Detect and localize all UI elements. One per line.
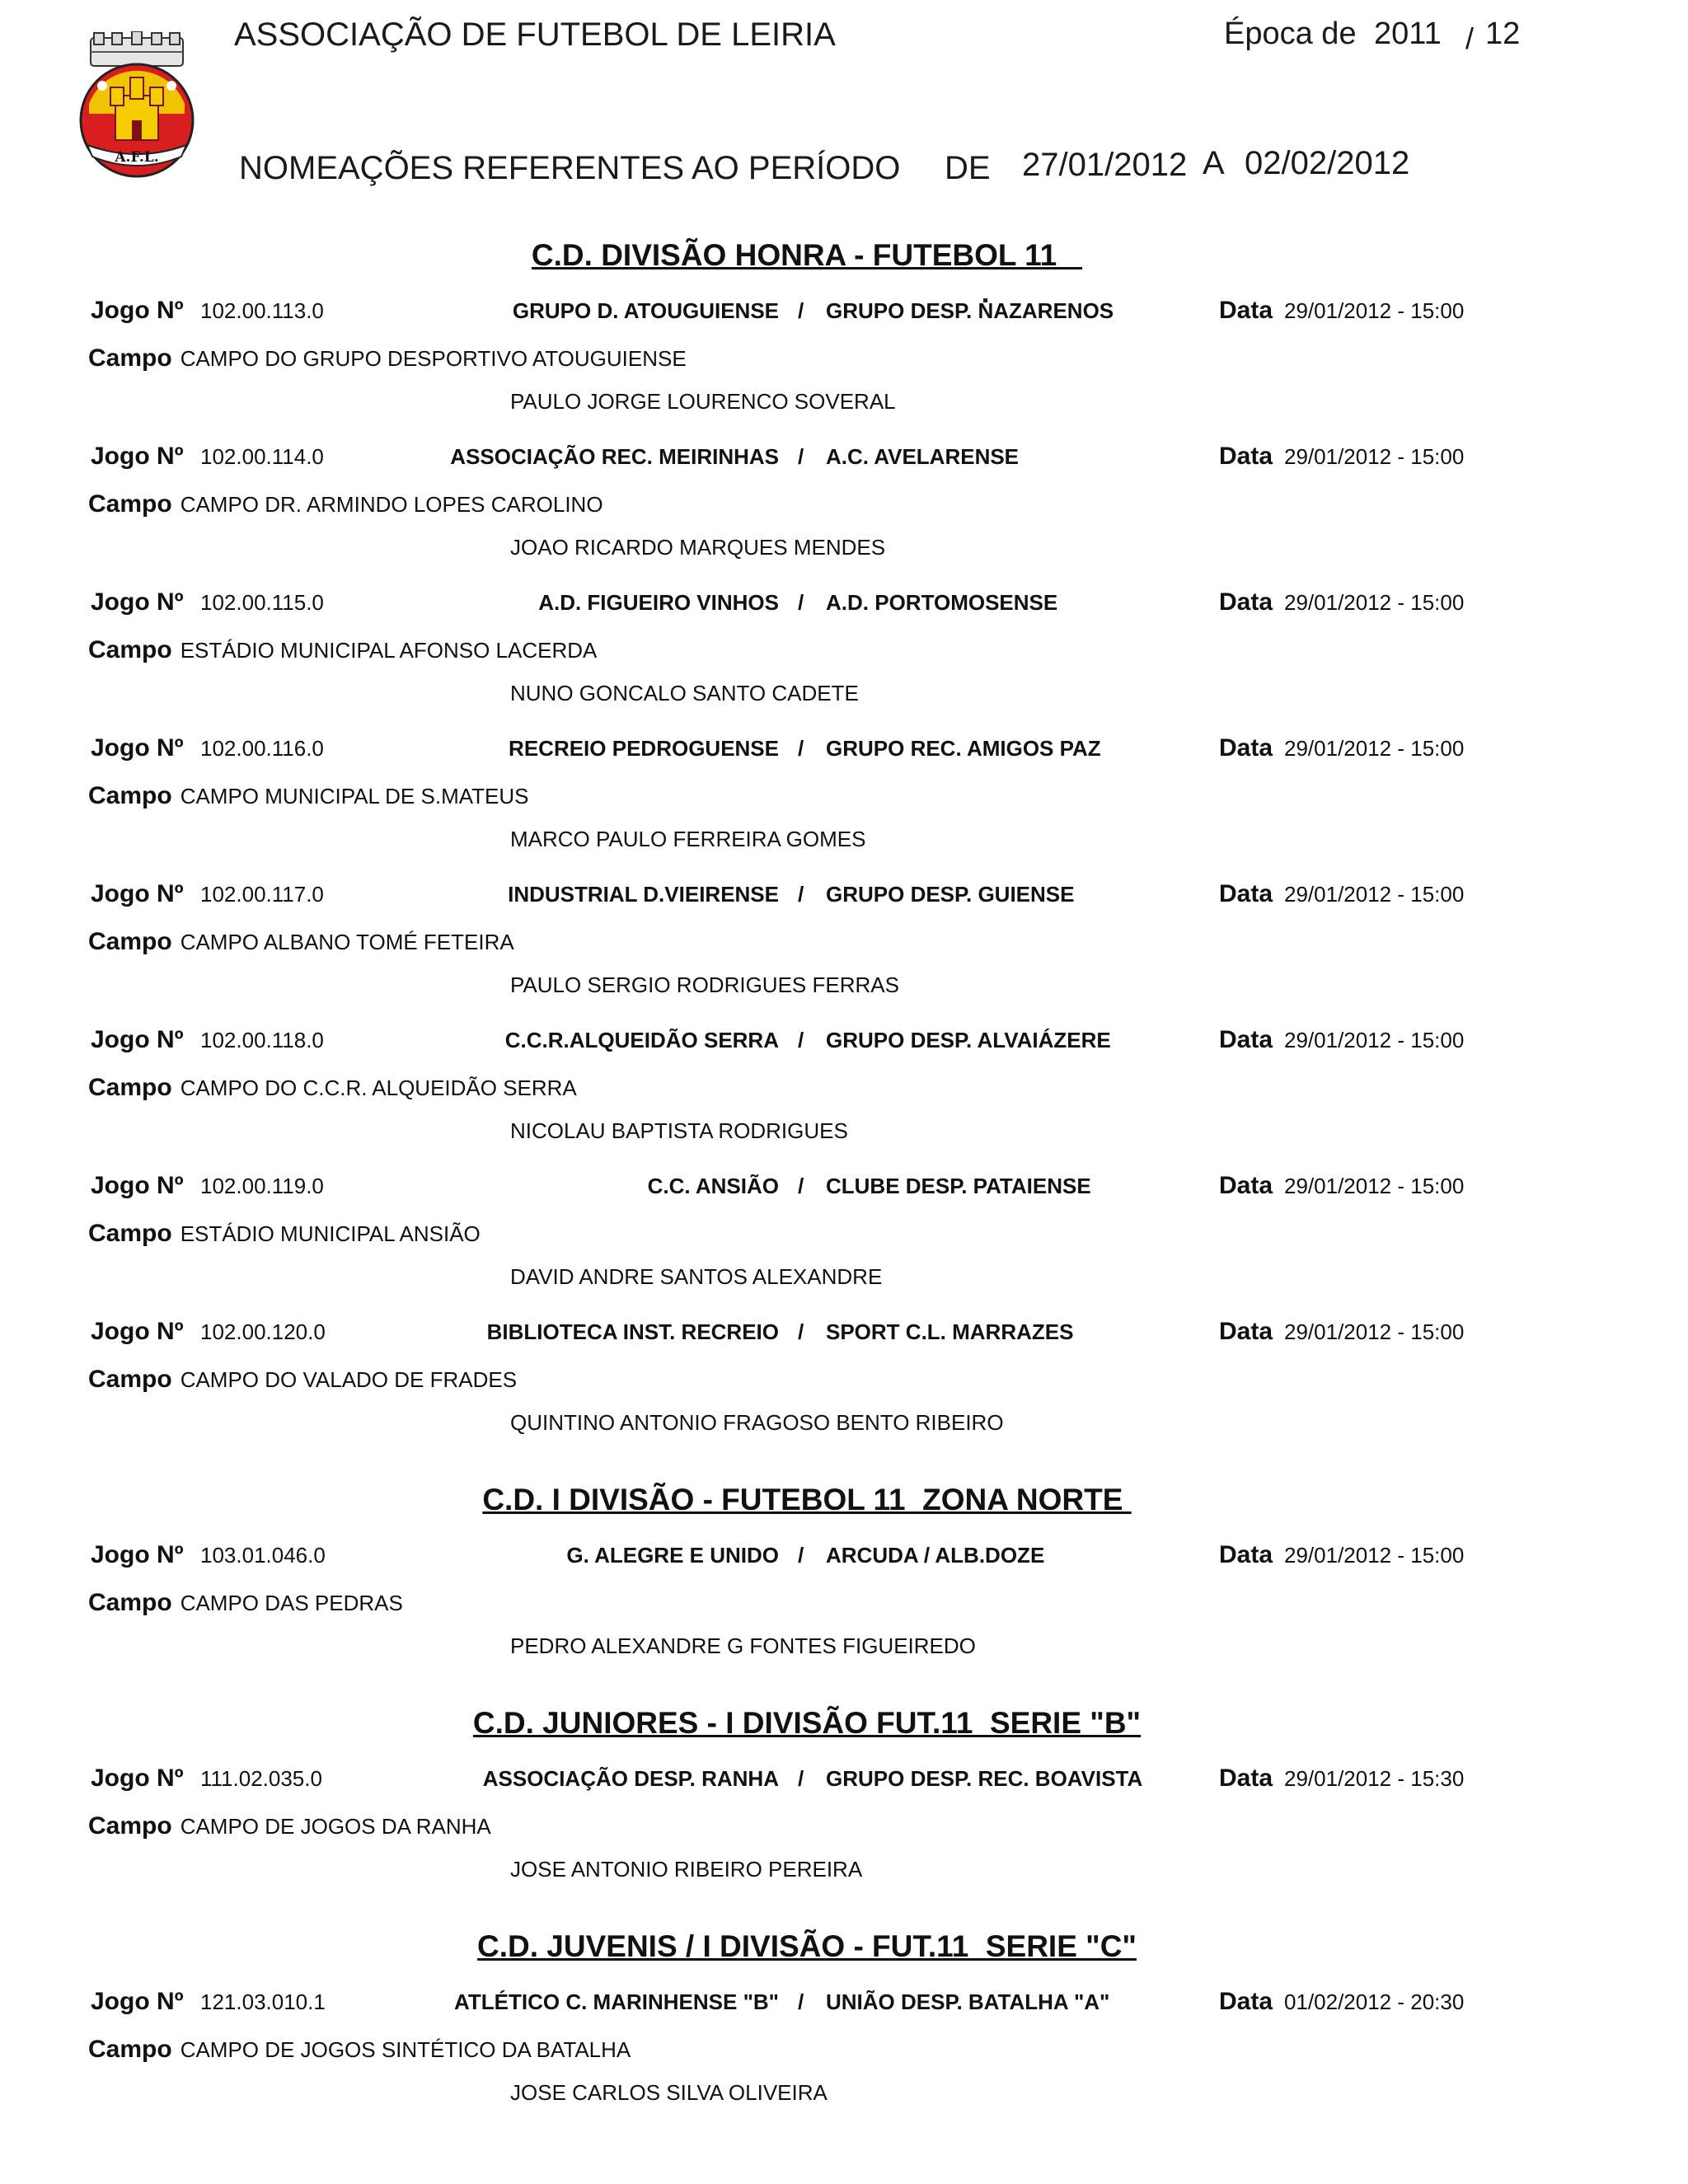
campo-name: CAMPO ALBANO TOMÉ FETEIRA xyxy=(180,930,514,954)
a-label: A xyxy=(1203,145,1225,181)
game-entry xyxy=(0,718,1688,864)
game-date: 29/01/2012 - 15:00 xyxy=(1284,1174,1465,1198)
game-entry xyxy=(0,1748,1688,1894)
campo-name: CAMPO DO C.C.R. ALQUEIDÃO SERRA xyxy=(180,1076,577,1100)
game-header-row xyxy=(0,734,1688,767)
home-team: ASSOCIAÇÃO DESP. RANHA xyxy=(482,1766,779,1791)
away-team: GRUPO REC. AMIGOS PAZ xyxy=(826,736,1101,761)
game-date: 29/01/2012 - 15:30 xyxy=(1284,1766,1465,1791)
epoca-year: 2011 xyxy=(1374,16,1442,51)
jogo-label: Jogo Nº xyxy=(91,734,184,762)
data-label: Data xyxy=(1219,443,1273,470)
referee-name: PAULO SERGIO RODRIGUES FERRAS xyxy=(510,972,899,997)
teams-separator: / xyxy=(798,1543,804,1568)
jogo-label: Jogo Nº xyxy=(91,1318,184,1345)
campo-row xyxy=(88,1074,577,1102)
org-title: ASSOCIAÇÃO DE FUTEBOL DE LEIRIA xyxy=(234,16,836,53)
campo-row xyxy=(88,1366,517,1394)
home-team: G. ALEGRE E UNIDO xyxy=(566,1543,779,1568)
game-number: 102.00.115.0 xyxy=(200,590,324,615)
teams-separator: / xyxy=(798,1174,804,1198)
game-number: 102.00.116.0 xyxy=(200,736,324,761)
campo-row xyxy=(88,490,603,518)
jogo-label: Jogo Nº xyxy=(91,1541,184,1568)
game-date: 29/01/2012 - 15:00 xyxy=(1284,1543,1465,1568)
game-date: 29/01/2012 - 15:00 xyxy=(1284,1319,1465,1344)
campo-label: Campo xyxy=(88,1812,172,1840)
game-header-row xyxy=(0,297,1688,330)
away-team: ARCUDA / ALB.DOZE xyxy=(826,1543,1045,1568)
section-gap xyxy=(0,1671,1688,1699)
campo-label: Campo xyxy=(88,344,172,372)
teams-separator: / xyxy=(798,882,804,907)
referee-name: NICOLAU BAPTISTA RODRIGUES xyxy=(510,1118,848,1143)
campo-name: CAMPO DO GRUPO DESPORTIVO ATOUGUIENSE xyxy=(180,346,687,371)
teams-separator: / xyxy=(798,444,804,469)
afl-crest-logo xyxy=(73,31,201,178)
referee-name: JOSE ANTONIO RIBEIRO PEREIRA xyxy=(510,1857,863,1882)
jogo-label: Jogo Nº xyxy=(91,880,184,907)
game-entry xyxy=(0,1971,1688,2117)
campo-name: CAMPO DE JOGOS DA RANHA xyxy=(180,1814,491,1839)
data-label: Data xyxy=(1219,1318,1273,1345)
campo-row xyxy=(88,1812,491,1840)
home-team: RECREIO PEDROGUENSE xyxy=(509,736,779,761)
home-team: ASSOCIAÇÃO REC. MEIRINHAS xyxy=(450,444,779,469)
castle-icon xyxy=(110,77,163,140)
jogo-label: Jogo Nº xyxy=(91,1988,184,2015)
game-header-row xyxy=(0,1172,1688,1205)
start-date: 27/01/2012 xyxy=(1022,147,1188,183)
teams-separator: / xyxy=(798,590,804,615)
game-entry xyxy=(0,1301,1688,1447)
teams-separator: / xyxy=(798,1028,804,1052)
game-number: 102.00.118.0 xyxy=(200,1028,324,1052)
campo-name: CAMPO DAS PEDRAS xyxy=(180,1591,403,1615)
teams-separator: / xyxy=(798,1319,804,1344)
away-team: GRUPO DESP. REC. BOAVISTA xyxy=(826,1766,1143,1791)
campo-label: Campo xyxy=(88,928,172,955)
jogo-label: Jogo Nº xyxy=(91,1765,184,1792)
epoca-label: Época de xyxy=(1224,16,1357,51)
referee-name: JOAO RICARDO MARQUES MENDES xyxy=(510,535,886,560)
campo-label: Campo xyxy=(88,2036,172,2063)
campo-row xyxy=(88,2036,631,2064)
data-label: Data xyxy=(1219,1026,1273,1053)
teams-separator: / xyxy=(798,1990,804,2014)
away-team: CLUBE DESP. PATAIENSE xyxy=(826,1174,1091,1198)
campo-label: Campo xyxy=(88,1366,172,1393)
section-title: C.D. I DIVISÃO - FUTEBOL 11 ZONA NORTE xyxy=(482,1483,1132,1516)
game-number: 102.00.117.0 xyxy=(200,882,324,907)
jogo-label: Jogo Nº xyxy=(91,1172,184,1199)
referee-name: MARCO PAULO FERREIRA GOMES xyxy=(510,827,866,851)
campo-row xyxy=(88,1589,403,1617)
campo-row xyxy=(88,344,687,373)
data-label: Data xyxy=(1219,880,1273,907)
game-header-row xyxy=(0,1988,1688,2021)
campo-row xyxy=(88,1220,481,1248)
game-number: 103.01.046.0 xyxy=(200,1543,326,1568)
home-team: A.D. FIGUEIRO VINHOS xyxy=(538,590,779,615)
away-team: GRUPO DESP. GUIENSE xyxy=(826,882,1075,907)
away-team: SPORT C.L. MARRAZES xyxy=(826,1319,1074,1344)
game-entry xyxy=(0,864,1688,1010)
game-header-row xyxy=(0,1541,1688,1574)
home-team: BIBLIOTECA INST. RECREIO xyxy=(486,1319,779,1344)
game-number: 111.02.035.0 xyxy=(200,1766,322,1791)
game-entry xyxy=(0,572,1688,718)
campo-label: Campo xyxy=(88,1589,172,1616)
game-date: 29/01/2012 - 15:00 xyxy=(1284,444,1465,469)
period-label: NOMEAÇÕES REFERENTES AO PERÍODO xyxy=(239,150,901,186)
game-entry xyxy=(0,1525,1688,1671)
teams-separator: / xyxy=(798,298,804,323)
away-team: A.C. AVELARENSE xyxy=(826,444,1020,469)
section-title: C.D. DIVISÃO HONRA - FUTEBOL 11 xyxy=(531,238,1083,272)
campo-label: Campo xyxy=(88,1220,172,1247)
away-team: GRUPO DESP. ALVAIÁZERE xyxy=(826,1028,1111,1052)
game-date: 01/02/2012 - 20:30 xyxy=(1284,1990,1465,2014)
jogo-label: Jogo Nº xyxy=(91,1026,184,1053)
section-gap xyxy=(0,1447,1688,1475)
end-date: 02/02/2012 xyxy=(1245,145,1410,181)
campo-name: CAMPO DR. ARMINDO LOPES CAROLINO xyxy=(180,492,603,517)
game-header-row xyxy=(0,1318,1688,1351)
home-team: ATLÉTICO C. MARINHENSE "B" xyxy=(454,1990,779,2014)
game-date: 29/01/2012 - 15:00 xyxy=(1284,736,1465,761)
campo-name: ESTÁDIO MUNICIPAL ANSIÃO xyxy=(180,1221,481,1246)
data-label: Data xyxy=(1219,588,1273,616)
campo-row xyxy=(88,782,528,810)
home-team: INDUSTRIAL D.VIEIRENSE xyxy=(508,882,779,907)
data-label: Data xyxy=(1219,734,1273,762)
data-label: Data xyxy=(1219,1988,1273,2015)
game-date: 29/01/2012 - 15:00 xyxy=(1284,590,1465,615)
teams-separator: / xyxy=(798,1766,804,1791)
campo-label: Campo xyxy=(88,1074,172,1101)
campo-label: Campo xyxy=(88,490,172,518)
jogo-label: Jogo Nº xyxy=(91,443,184,470)
game-header-row xyxy=(0,880,1688,913)
referee-name: QUINTINO ANTONIO FRAGOSO BENTO RIBEIRO xyxy=(510,1410,1004,1435)
campo-name: ESTÁDIO MUNICIPAL AFONSO LACERDA xyxy=(180,638,598,663)
game-header-row xyxy=(0,588,1688,621)
game-number: 121.03.010.1 xyxy=(200,1990,326,2014)
game-number: 102.00.119.0 xyxy=(200,1174,324,1198)
section-title: C.D. JUVENIS / I DIVISÃO - FUT.11 SERIE "C" xyxy=(477,1929,1137,1963)
campo-label: Campo xyxy=(88,636,172,663)
referee-name: JOSE CARLOS SILVA OLIVEIRA xyxy=(510,2080,828,2105)
away-team: GRUPO DESP. NAZARENOS xyxy=(826,298,1114,323)
jogo-label: Jogo Nº xyxy=(91,297,184,324)
campo-row xyxy=(88,928,514,956)
referee-name: DAVID ANDRE SANTOS ALEXANDRE xyxy=(510,1264,883,1289)
epoca-end: 12 xyxy=(1485,16,1521,51)
game-header-row xyxy=(0,1765,1688,1797)
campo-name: CAMPO DO VALADO DE FRADES xyxy=(180,1367,518,1392)
game-entry xyxy=(0,1010,1688,1155)
referee-name: PEDRO ALEXANDRE G FONTES FIGUEIREDO xyxy=(510,1633,976,1658)
epoca-separator: / xyxy=(1465,21,1475,55)
game-entry xyxy=(0,426,1688,572)
game-date: 29/01/2012 - 15:00 xyxy=(1284,298,1465,323)
home-team: GRUPO D. ATOUGUIENSE xyxy=(512,298,779,323)
game-header-row xyxy=(0,1026,1688,1059)
game-number: 102.00.120.0 xyxy=(200,1319,326,1344)
data-label: Data xyxy=(1219,1765,1273,1792)
section-gap xyxy=(0,1894,1688,1922)
away-team: A.D. PORTOMOSENSE xyxy=(826,590,1058,615)
referee-name: NUNO GONCALO SANTO CADETE xyxy=(510,681,859,705)
game-date: 29/01/2012 - 15:00 xyxy=(1284,1028,1465,1052)
home-team: C.C.R.ALQUEIDÃO SERRA xyxy=(504,1028,779,1052)
data-label: Data xyxy=(1219,297,1273,324)
game-entry xyxy=(0,1155,1688,1301)
game-date: 29/01/2012 - 15:00 xyxy=(1284,882,1465,907)
home-team: C.C. ANSIÃO xyxy=(647,1174,779,1198)
game-header-row xyxy=(0,443,1688,476)
campo-name: CAMPO DE JOGOS SINTÉTICO DA BATALHA xyxy=(180,2037,631,2062)
referee-name: PAULO JORGE LOURENCO SOVERAL xyxy=(510,389,896,414)
game-number: 102.00.114.0 xyxy=(200,444,324,469)
crown-icon xyxy=(91,31,183,66)
section-title: C.D. JUNIORES - I DIVISÃO FUT.11 SERIE "B" xyxy=(472,1706,1142,1740)
data-label: Data xyxy=(1219,1541,1273,1568)
de-label: DE xyxy=(945,150,991,186)
game-number: 102.00.113.0 xyxy=(200,298,324,323)
game-entry xyxy=(0,280,1688,426)
data-label: Data xyxy=(1219,1172,1273,1199)
campo-label: Campo xyxy=(88,782,172,809)
nominations-list xyxy=(0,231,1688,2117)
campo-row xyxy=(88,636,597,664)
logo-text: A.F.L. xyxy=(115,149,159,166)
teams-separator: / xyxy=(798,736,804,761)
away-team: UNIÃO DESP. BATALHA "A" xyxy=(826,1990,1110,2014)
jogo-label: Jogo Nº xyxy=(91,588,184,616)
campo-name: CAMPO MUNICIPAL DE S.MATEUS xyxy=(180,784,529,808)
